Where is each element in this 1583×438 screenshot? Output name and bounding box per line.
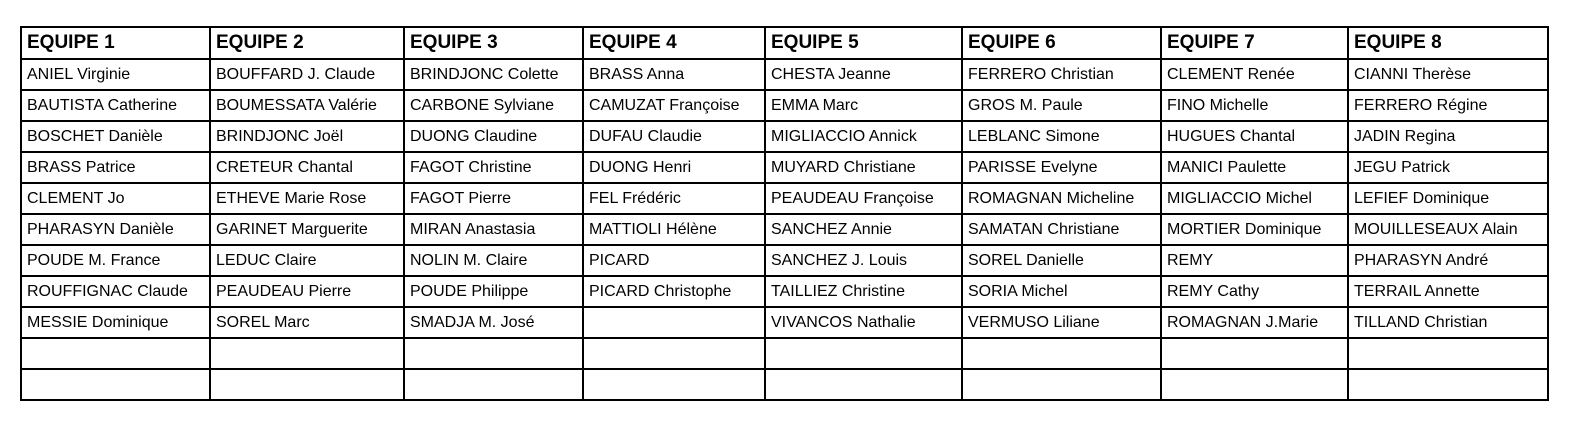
member-cell: HUGUES Chantal xyxy=(1161,121,1348,152)
member-cell: JADIN Regina xyxy=(1348,121,1548,152)
member-cell: ROUFFIGNAC Claude xyxy=(21,276,210,307)
table-row xyxy=(21,369,1548,400)
member-cell: TERRAIL Annette xyxy=(1348,276,1548,307)
member-cell: PICARD Christophe xyxy=(583,276,765,307)
member-cell: REMY xyxy=(1161,245,1348,276)
team-header: EQUIPE 1 xyxy=(21,27,210,59)
member-cell: CAMUZAT Françoise xyxy=(583,90,765,121)
member-cell: VIVANCOS Nathalie xyxy=(765,307,962,338)
member-cell xyxy=(210,338,404,369)
team-header: EQUIPE 3 xyxy=(404,27,583,59)
team-header: EQUIPE 7 xyxy=(1161,27,1348,59)
member-cell: CLEMENT Renée xyxy=(1161,59,1348,90)
member-cell: CLEMENT Jo xyxy=(21,183,210,214)
member-cell: MIGLIACCIO Annick xyxy=(765,121,962,152)
member-cell xyxy=(583,307,765,338)
table-row xyxy=(21,307,1548,338)
member-cell xyxy=(583,369,765,400)
member-cell xyxy=(1348,369,1548,400)
member-cell: ETHEVE Marie Rose xyxy=(210,183,404,214)
member-cell: MESSIE Dominique xyxy=(21,307,210,338)
table-row xyxy=(21,338,1548,369)
member-cell xyxy=(1161,369,1348,400)
team-header: EQUIPE 5 xyxy=(765,27,962,59)
member-cell: BOUFFARD J. Claude xyxy=(210,59,404,90)
member-cell: GROS M. Paule xyxy=(962,90,1161,121)
member-cell: SMADJA M. José xyxy=(404,307,583,338)
member-cell: DUONG Claudine xyxy=(404,121,583,152)
member-cell xyxy=(765,338,962,369)
team-header: EQUIPE 4 xyxy=(583,27,765,59)
member-cell: PHARASYN André xyxy=(1348,245,1548,276)
member-cell xyxy=(1161,338,1348,369)
member-cell: SOREL Marc xyxy=(210,307,404,338)
table-row xyxy=(21,90,1548,121)
member-cell: DUONG Henri xyxy=(583,152,765,183)
member-cell: SANCHEZ J. Louis xyxy=(765,245,962,276)
member-cell xyxy=(962,338,1161,369)
table-row xyxy=(21,152,1548,183)
member-cell xyxy=(404,338,583,369)
member-cell: FERRERO Christian xyxy=(962,59,1161,90)
member-cell: FERRERO Régine xyxy=(1348,90,1548,121)
member-cell: REMY Cathy xyxy=(1161,276,1348,307)
member-cell: SOREL Danielle xyxy=(962,245,1161,276)
member-cell: BRASS Patrice xyxy=(21,152,210,183)
team-header: EQUIPE 8 xyxy=(1348,27,1548,59)
member-cell: PEAUDEAU Françoise xyxy=(765,183,962,214)
member-cell: EMMA Marc xyxy=(765,90,962,121)
member-cell: PICARD xyxy=(583,245,765,276)
member-cell: BRASS Anna xyxy=(583,59,765,90)
team-header: EQUIPE 2 xyxy=(210,27,404,59)
member-cell xyxy=(210,369,404,400)
header-row xyxy=(21,27,1548,59)
member-cell: BRINDJONC Joël xyxy=(210,121,404,152)
member-cell: ROMAGNAN J.Marie xyxy=(1161,307,1348,338)
member-cell: VERMUSO Liliane xyxy=(962,307,1161,338)
member-cell: BOSCHET Danièle xyxy=(21,121,210,152)
member-cell: SANCHEZ Annie xyxy=(765,214,962,245)
table-row xyxy=(21,183,1548,214)
member-cell: FEL Frédéric xyxy=(583,183,765,214)
member-cell: MOUILLESEAUX Alain xyxy=(1348,214,1548,245)
member-cell: MATTIOLI Hélène xyxy=(583,214,765,245)
member-cell xyxy=(765,369,962,400)
table-row xyxy=(21,245,1548,276)
member-cell xyxy=(962,369,1161,400)
member-cell: BOUMESSATA Valérie xyxy=(210,90,404,121)
member-cell: PEAUDEAU Pierre xyxy=(210,276,404,307)
member-cell: CIANNI Therèse xyxy=(1348,59,1548,90)
member-cell: ANIEL Virginie xyxy=(21,59,210,90)
member-cell: SORIA Michel xyxy=(962,276,1161,307)
member-cell: TAILLIEZ Christine xyxy=(765,276,962,307)
member-cell: MIGLIACCIO Michel xyxy=(1161,183,1348,214)
member-cell: MUYARD Christiane xyxy=(765,152,962,183)
member-cell: PARISSE Evelyne xyxy=(962,152,1161,183)
member-cell: BRINDJONC Colette xyxy=(404,59,583,90)
member-cell: BAUTISTA Catherine xyxy=(21,90,210,121)
member-cell: GARINET Marguerite xyxy=(210,214,404,245)
member-cell xyxy=(404,369,583,400)
team-table xyxy=(20,26,1549,401)
member-cell xyxy=(1348,338,1548,369)
member-cell: CARBONE Sylviane xyxy=(404,90,583,121)
member-cell: SAMATAN Christiane xyxy=(962,214,1161,245)
member-cell: LEBLANC Simone xyxy=(962,121,1161,152)
member-cell xyxy=(21,369,210,400)
member-cell: MIRAN Anastasia xyxy=(404,214,583,245)
table-row xyxy=(21,276,1548,307)
member-cell: MORTIER Dominique xyxy=(1161,214,1348,245)
member-cell: CRETEUR Chantal xyxy=(210,152,404,183)
member-cell: ROMAGNAN Micheline xyxy=(962,183,1161,214)
member-cell: LEDUC Claire xyxy=(210,245,404,276)
member-cell: JEGU Patrick xyxy=(1348,152,1548,183)
member-cell xyxy=(21,338,210,369)
member-cell: PHARASYN Danièle xyxy=(21,214,210,245)
member-cell: DUFAU Claudie xyxy=(583,121,765,152)
member-cell: LEFIEF Dominique xyxy=(1348,183,1548,214)
table-row xyxy=(21,121,1548,152)
member-cell: TILLAND Christian xyxy=(1348,307,1548,338)
member-cell: FAGOT Christine xyxy=(404,152,583,183)
member-cell: FINO Michelle xyxy=(1161,90,1348,121)
table-row xyxy=(21,214,1548,245)
member-cell xyxy=(583,338,765,369)
member-cell: POUDE M. France xyxy=(21,245,210,276)
member-cell: CHESTA Jeanne xyxy=(765,59,962,90)
table-row xyxy=(21,59,1548,90)
member-cell: NOLIN M. Claire xyxy=(404,245,583,276)
member-cell: POUDE Philippe xyxy=(404,276,583,307)
member-cell: MANICI Paulette xyxy=(1161,152,1348,183)
team-header: EQUIPE 6 xyxy=(962,27,1161,59)
member-cell: FAGOT Pierre xyxy=(404,183,583,214)
